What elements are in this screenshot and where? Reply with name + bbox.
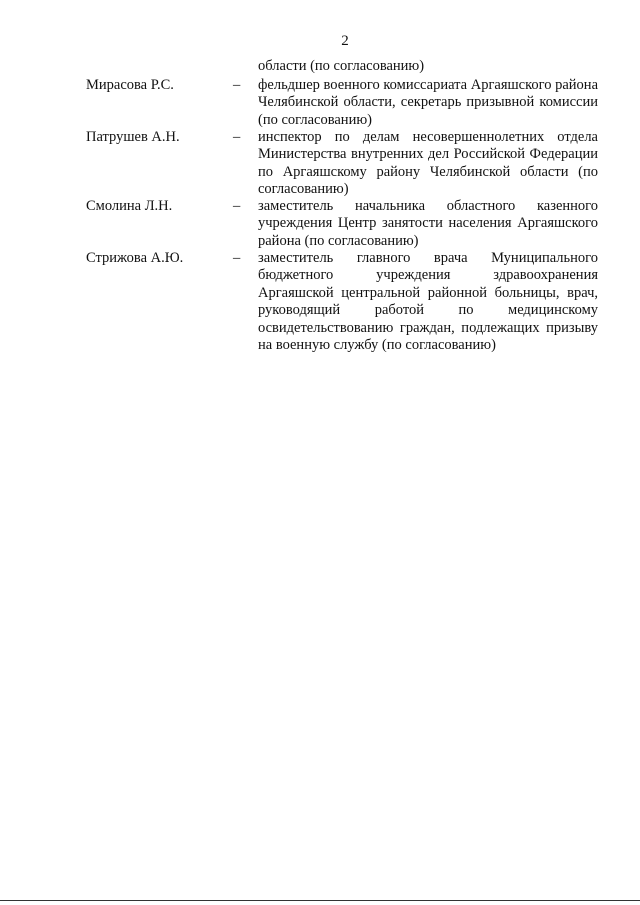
entry-dash: – bbox=[233, 77, 241, 93]
entry-dash: – bbox=[233, 198, 241, 214]
member-name: Стрижова А.Ю. bbox=[86, 250, 184, 266]
member-position: инспектор по делам несовершеннолетних отдела Министерства внутренних дел Российской Федерации по Аргаяшскому району Челябинской области (по согласованию) bbox=[258, 129, 598, 198]
bottom-scan-edge bbox=[0, 900, 640, 901]
member-position: заместитель главного врача Муниципального бюджетного учреждения здравоохранения Аргаяшской центральной районной больницы, врач, руководящий работой по медицинскому освидетельствованию граждан, подлежащих призыву на военную службу (по согласованию) bbox=[258, 250, 598, 354]
entry-dash: – bbox=[233, 129, 241, 145]
member-name: Мирасова Р.С. bbox=[86, 77, 174, 93]
page-number: 2 bbox=[341, 33, 349, 49]
member-position: заместитель начальника областного казенного учреждения Центр занятости населения Аргаяшского района (по согласованию) bbox=[258, 198, 598, 249]
continuation-text: области (по согласованию) bbox=[258, 58, 425, 74]
member-position: фельдшер военного комиссариата Аргаяшского района Челябинской области, секретарь призывной комиссии (по согласованию) bbox=[258, 77, 599, 128]
member-name: Патрушев А.Н. bbox=[86, 129, 180, 145]
member-name: Смолина Л.Н. bbox=[86, 198, 173, 214]
entry-dash: – bbox=[233, 250, 241, 266]
